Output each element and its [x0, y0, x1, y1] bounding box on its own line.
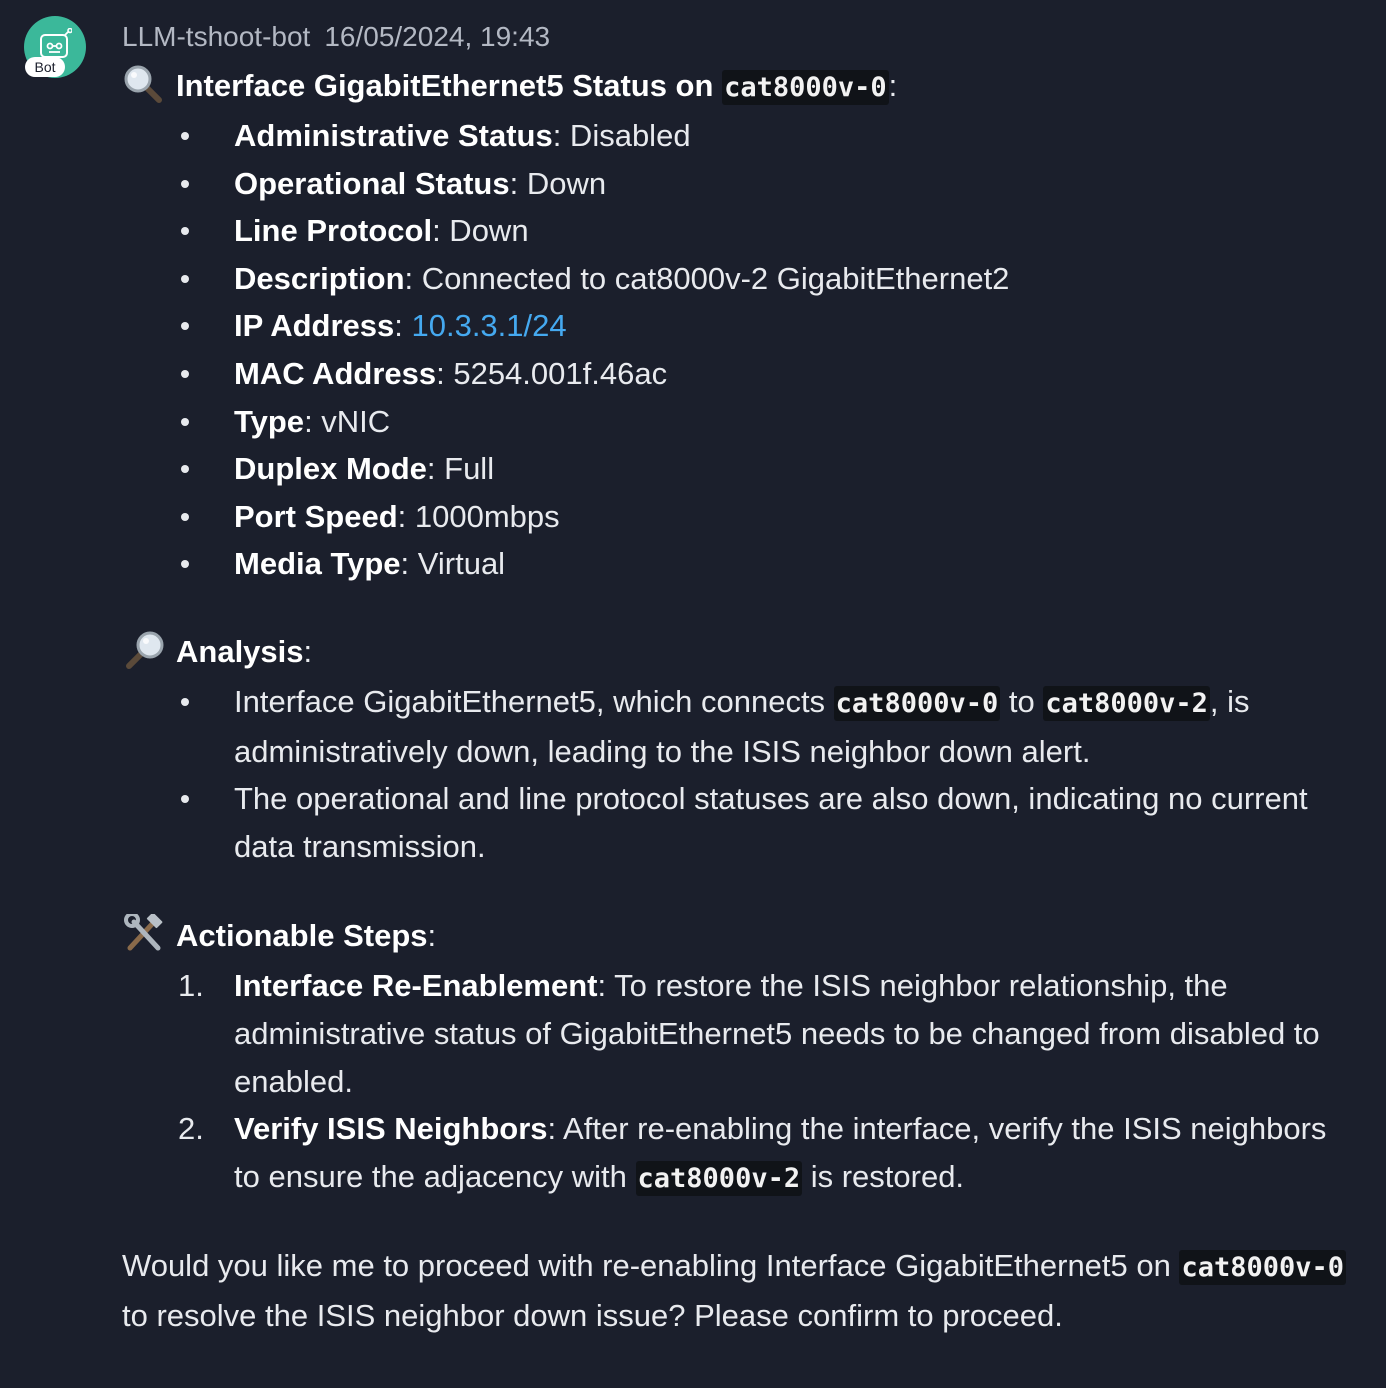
status-heading-device: cat8000v-0 — [724, 72, 887, 103]
item-label: MAC Address — [234, 355, 437, 391]
list-item — [122, 302, 1352, 350]
analysis-text: , is administratively down, leading to the ISIS neighbor down alert. — [234, 683, 1250, 769]
closing-text: to resolve the ISIS neighbor down issue? Please confirm to proceed. — [122, 1297, 1063, 1333]
section-spacer — [122, 870, 1352, 910]
message-timestamp[interactable]: 16/05/2024, 19:43 — [324, 21, 551, 52]
status-heading-suffix: : — [888, 68, 898, 103]
analysis-list — [122, 678, 1352, 870]
device-code: cat8000v-0 — [835, 687, 999, 719]
list-item — [122, 775, 1352, 870]
list-item — [122, 540, 1352, 588]
message-content — [122, 60, 1352, 1339]
item-value: : 1000mbps — [397, 498, 560, 534]
item-value: : Connected to cat8000v-2 GigabitEthernet2 — [404, 260, 1010, 296]
step-label: Verify ISIS Neighbors — [234, 1111, 548, 1147]
item-label: IP Address — [234, 308, 395, 344]
list-item — [122, 445, 1352, 493]
analysis-text: Interface GigabitEthernet5, which connects — [234, 683, 834, 719]
item-separator: : — [394, 308, 412, 344]
item-label: Line Protocol — [234, 213, 433, 249]
status-heading — [122, 60, 1352, 112]
list-item — [122, 207, 1352, 255]
item-value: : Disabled — [552, 118, 691, 153]
item-value: : 5254.001f.46ac — [436, 355, 668, 391]
sender-name[interactable]: LLM-tshoot-bot — [122, 21, 311, 52]
item-value: : Down — [432, 213, 529, 249]
step-label: Interface Re-Enablement — [234, 968, 598, 1004]
item-label: Operational Status — [234, 165, 510, 201]
magnifier-left-icon — [122, 64, 166, 104]
hammer-wrench-icon — [122, 914, 166, 954]
item-label: Media Type — [234, 546, 401, 582]
section-spacer — [122, 1202, 1352, 1242]
list-item — [122, 493, 1352, 541]
analysis-heading — [122, 626, 1352, 678]
step-text: is restored. — [802, 1158, 965, 1194]
analysis-text: The operational and line protocol statuses are also down, indicating no current data transmission. — [234, 781, 1308, 864]
steps-list — [122, 962, 1352, 1202]
analysis-text: to — [1000, 683, 1044, 719]
item-label: Administrative Status — [234, 118, 553, 153]
item-label: Port Speed — [234, 498, 398, 534]
item-value: : vNIC — [304, 403, 391, 439]
item-value: : Down — [509, 165, 607, 201]
list-item — [122, 112, 1352, 160]
step-text: : After re-enabling the interface, verify the ISIS neighbors to ensure the adjacency with — [234, 1111, 1327, 1194]
item-value: : Virtual — [400, 546, 506, 582]
bot-badge: Bot — [25, 57, 65, 77]
message — [122, 14, 1352, 1339]
list-item — [122, 350, 1352, 398]
status-heading-text: Interface GigabitEthernet5 Status on — [176, 68, 714, 103]
list-item — [122, 1105, 1352, 1202]
list-item — [122, 160, 1352, 208]
message-header — [122, 14, 1352, 60]
list-item — [122, 398, 1352, 446]
item-label: Type — [234, 403, 305, 439]
step-number: 2. — [178, 1111, 204, 1147]
list-item — [122, 962, 1352, 1105]
closing-text: Would you like me to proceed with re-enabling Interface GigabitEthernet5 on — [122, 1248, 1180, 1284]
steps-heading-text: Actionable Steps — [176, 918, 428, 954]
analysis-heading-text: Analysis — [176, 633, 304, 669]
closing-paragraph — [122, 1242, 1352, 1339]
item-label: Description — [234, 260, 405, 296]
section-spacer — [122, 588, 1352, 626]
magnifier-right-icon — [122, 630, 166, 670]
step-text: : To restore the ISIS neighbor relationship, the administrative status of GigabitEthernet5 needs to be changed from disabled to enabled. — [234, 968, 1320, 1099]
item-label: Duplex Mode — [234, 451, 427, 487]
ip-address-link[interactable]: 10.3.3.1/24 — [411, 308, 567, 344]
device-code: cat8000v-2 — [1045, 687, 1208, 719]
device-code: cat8000v-2 — [637, 1162, 801, 1194]
steps-heading — [122, 910, 1352, 962]
step-number: 1. — [178, 968, 204, 1004]
steps-heading-suffix: : — [427, 918, 437, 954]
item-value: : Full — [426, 451, 495, 487]
list-item — [122, 678, 1352, 775]
analysis-heading-suffix: : — [303, 633, 313, 669]
status-list — [122, 112, 1352, 588]
device-code: cat8000v-0 — [1181, 1252, 1345, 1284]
list-item — [122, 255, 1352, 303]
